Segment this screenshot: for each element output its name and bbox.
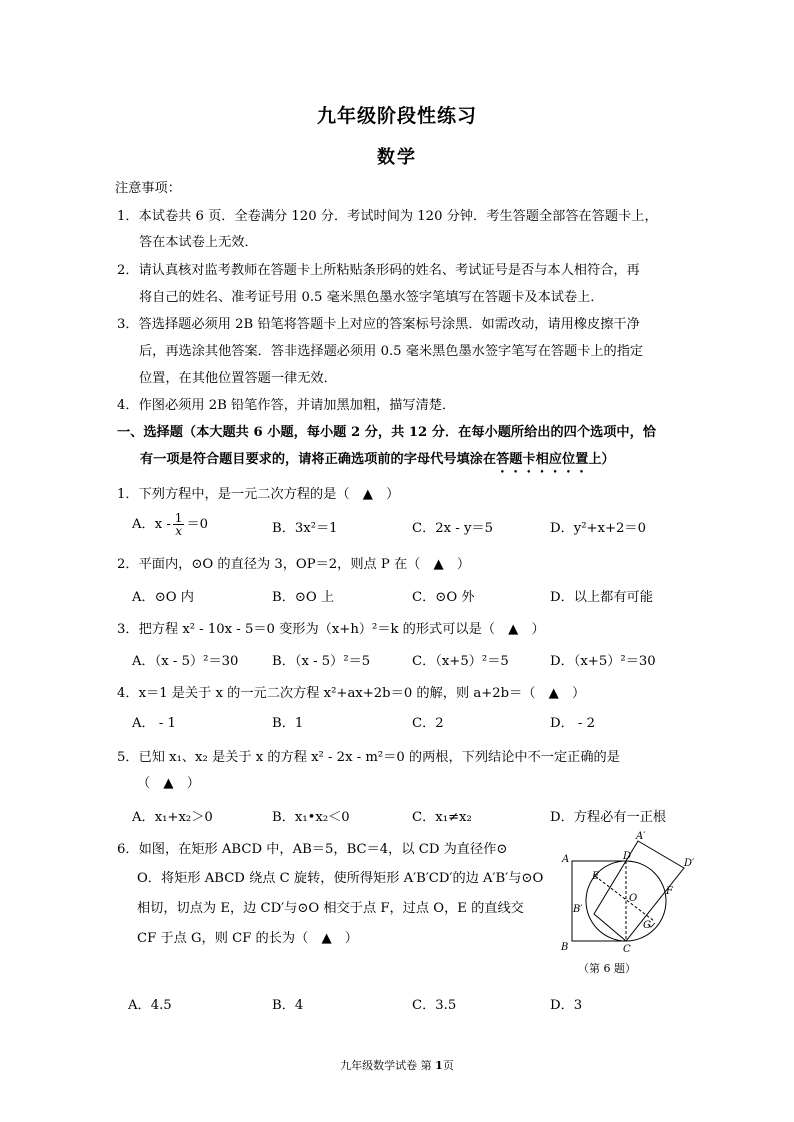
label-o: O: [629, 893, 638, 904]
notes-label: 注意事项：: [115, 181, 181, 196]
q5-option-b: B．x₁•x₂＜0: [272, 810, 350, 825]
q6-option-a: A．4.5: [128, 998, 172, 1013]
q6-stem-line-1: 6．如图，在矩形 ABCD 中，AB＝5，BC＝4，以 CD 为直径作⊙: [117, 842, 508, 857]
q1-option-c: C．2x - y＝5: [412, 521, 493, 536]
q5-stem-line-1: 5．已知 x₁、x₂ 是关于 x 的方程 x² - 2x - m²＝0 的两根，下列结论中不一定正确的是: [117, 750, 620, 765]
q4-option-b: B．1: [272, 716, 304, 731]
note-1-line-2: 答在本试卷上无效．: [139, 235, 258, 250]
page-title: 九年级阶段性练习: [316, 105, 477, 127]
note-2-line-2: 将自己的姓名、准考证号用 0.5 毫米黑色墨水签字笔填写在答题卡及本试卷上．: [139, 290, 604, 305]
section-1-emphasis: 答题卡相应位置: [496, 452, 589, 467]
page-footer: 九年级数学试卷 第 1页: [340, 1059, 454, 1072]
figure-caption: （第 6 题）: [578, 962, 636, 975]
q2-option-a: A．⊙O 内: [132, 590, 194, 605]
q2-option-b: B．⊙O 上: [272, 590, 335, 605]
section-1-heading-line-2: [140, 452, 615, 476]
note-3-line-3: 位置，在其他位置答题一律无效．: [139, 371, 337, 386]
q4-option-c: C．2: [412, 716, 444, 731]
q6-option-c: C．3.5: [412, 998, 457, 1013]
label-d-prime: D′: [684, 858, 695, 869]
label-e: E: [592, 871, 600, 882]
q3-stem: 3．把方程 x² - 10x - 5＝0 变形为（x+h）²＝k 的形式可以是（ ▲ ）: [117, 622, 545, 637]
q1-stem: 1．下列方程中，是一元二次方程的是（ ▲ ）: [117, 487, 400, 502]
subject-title: 数学: [377, 147, 417, 168]
q6-stem-line-3: 相切，切点为 E，边 CD′与⊙O 相交于点 F，过点 O，E 的直线交: [137, 901, 524, 916]
q5-option-a: A．x₁+x₂＞0: [132, 810, 213, 825]
label-f: F: [666, 886, 673, 897]
label-g: G: [643, 920, 651, 931]
q2-stem: 2．平面内，⊙O 的直径为 3，OP＝2，则点 P 在（ ▲ ）: [117, 557, 471, 572]
q6-option-b: B．4: [272, 998, 304, 1013]
note-3-line-1: 3．答选择题必须用 2B 铅笔将答题卡上对应的答案标号涂黑．如需改动，请用橡皮擦干净: [117, 317, 640, 332]
q4-option-d: D． - 2: [550, 716, 595, 731]
note-2-line-1: 2．请认真核对监考教师在答题卡上所粘贴条形码的姓名、考试证号是否与本人相符合，再: [117, 263, 640, 278]
q3-option-b: B．（x - 5）²＝5: [272, 654, 371, 669]
q6-option-d: D．3: [550, 998, 583, 1013]
q5-option-c: C．x₁≠x₂: [412, 810, 472, 825]
q2-option-c: C．⊙O 外: [412, 590, 475, 605]
label-a-prime: A′: [636, 831, 646, 842]
q6-figure: [556, 828, 696, 958]
q2-option-d: D．以上都有可能: [550, 590, 653, 605]
page-number: 1: [435, 1059, 443, 1072]
section-1-tail: 上）: [588, 452, 615, 467]
note-4-line-1: 4．作图必须用 2B 铅笔作答，并请加黑加粗，描写清楚．: [117, 398, 456, 413]
q4-option-a: A． - 1: [132, 716, 176, 731]
label-a: A: [562, 854, 570, 865]
q6-stem-line-2: O．将矩形 ABCD 绕点 C 旋转，使所得矩形 A′B′CD′的边 A′B′与⊙O: [137, 871, 544, 886]
q3-option-c: C．（x+5）²＝5: [412, 654, 509, 669]
q3-option-a: A．（x - 5）²＝30: [132, 654, 239, 669]
label-c: C: [623, 944, 631, 955]
q5-stem-line-2: （ ▲ ）: [137, 776, 200, 791]
section-1-text: 有一项是符合题目要求的，请将正确选项前的字母代号填涂在: [140, 452, 497, 467]
q1-fraction: $\frac{1}{x}$: [174, 511, 183, 538]
q6-stem-line-4: CF 于点 G，则 CF 的长为（ ▲ ）: [137, 931, 358, 946]
note-1-line-1: 1．本试卷共 6 页．全卷满分 120 分．考试时间为 120 分钟．考生答题全部答在答题卡上，: [117, 209, 658, 224]
q3-option-d: D．（x+5）²＝30: [550, 654, 656, 669]
q5-option-d: D．方程必有一正根: [550, 810, 667, 825]
label-d: D: [623, 851, 632, 862]
section-1-heading-line-1: 一、选择题（本大题共 6 小题，每小题 2 分，共 12 分．在每小题所给出的四个选项中，恰: [117, 425, 656, 440]
note-3-line-2: 后，再选涂其他答案．答非选择题必须用 0.5 毫米黑色墨水签字笔写在答题卡上的指定: [139, 344, 644, 359]
q1-option-d: D．y²+x+2＝0: [550, 521, 647, 536]
label-b-prime: B′: [573, 904, 583, 915]
q1-option-a: A．x - $\frac{1}{x}$ ＝0: [132, 511, 209, 538]
q4-stem: 4．x＝1 是关于 x 的一元二次方程 x²+ax+2b＝0 的解，则 a+2b＝（ ▲ ）: [117, 686, 586, 701]
label-b: B: [561, 942, 569, 953]
q1-option-b: B．3x²＝1: [272, 521, 338, 536]
